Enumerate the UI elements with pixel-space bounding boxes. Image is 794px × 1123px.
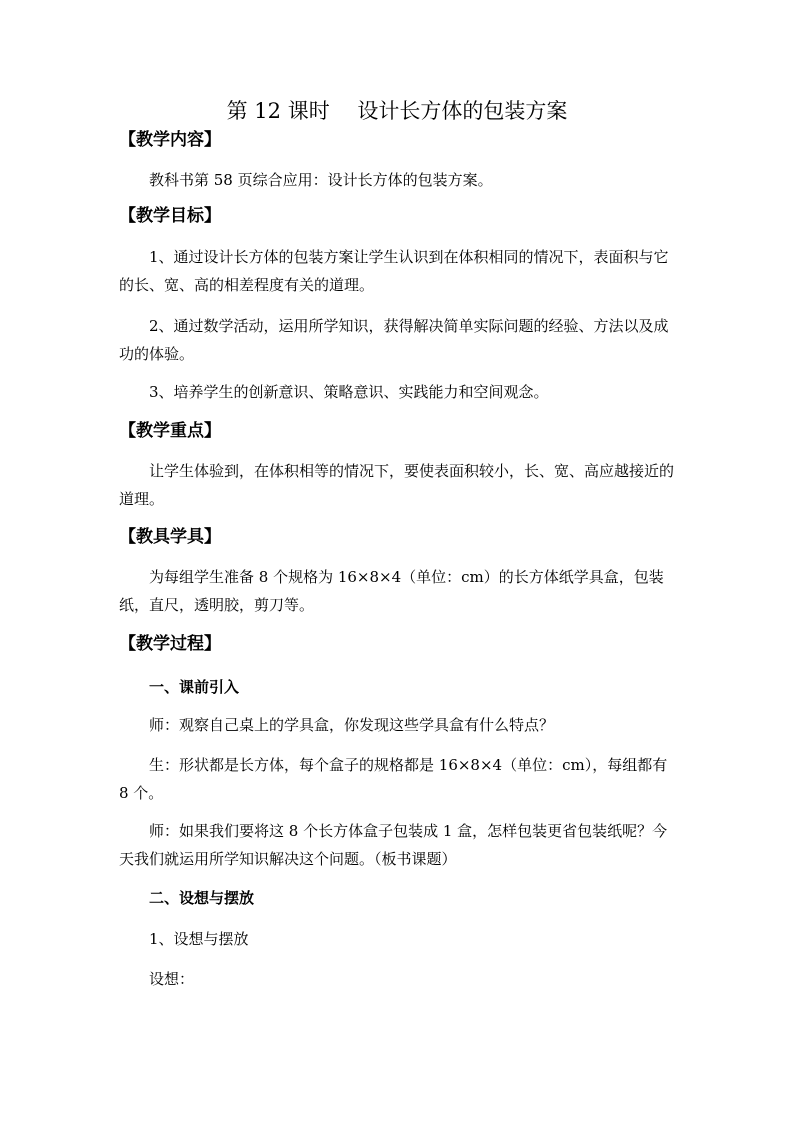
process-assume-label: 设想： xyxy=(149,970,195,988)
teaching-tools-text: 为每组学生准备 8 个规格为 16×8×4（单位：cm）的长方体纸学具盒，包装纸，直尺，透明胶，剪刀等。 xyxy=(119,568,664,614)
dialog-teacher-2: 师：如果我们要将这 8 个长方体盒子包装成 1 盒，怎样包装更省包装纸呢？今天我们就运用所学知识解决这个问题。（板书课题） xyxy=(119,822,668,868)
heading-teaching-key: 【教学重点】 xyxy=(119,421,221,441)
heading-teaching-process: 【教学过程】 xyxy=(119,634,221,654)
process-part-2-title: 二、设想与摆放 xyxy=(149,889,255,907)
heading-teaching-goals: 【教学目标】 xyxy=(119,206,221,226)
goal-item-2: 2、通过数学活动，运用所学知识，获得解决简单实际问题的经验、方法以及成功的体验。 xyxy=(119,317,669,363)
goal-item-1: 1、通过设计长方体的包装方案让学生认识到在体积相同的情况下，表面积与它的长、宽、高的相差程度有关的道理。 xyxy=(119,248,669,294)
heading-teaching-tools: 【教具学具】 xyxy=(119,527,221,547)
dialog-student-1: 生：形状都是长方体，每个盒子的规格都是 16×8×4（单位：cm），每组都有 8 个。 xyxy=(119,756,668,802)
dialog-teacher-1: 师：观察自己桌上的学具盒，你发现这些学具盒有什么特点？ xyxy=(149,716,555,734)
process-step-1: 1、设想与摆放 xyxy=(149,930,249,948)
goal-item-3: 3、培养学生的创新意识、策略意识、实践能力和空间观念。 xyxy=(149,383,549,401)
teaching-key-text: 让学生体验到，在体积相等的情况下，要使表面积较小，长、宽、高应越接近的道理。 xyxy=(119,462,675,508)
process-part-1-title: 一、课前引入 xyxy=(149,678,240,696)
page-title: 第 12 课时 设计长方体的包装方案 xyxy=(226,99,568,123)
teaching-content-text: 教科书第 58 页综合应用：设计长方体的包装方案。 xyxy=(149,171,493,189)
heading-teaching-content: 【教学内容】 xyxy=(119,130,221,150)
